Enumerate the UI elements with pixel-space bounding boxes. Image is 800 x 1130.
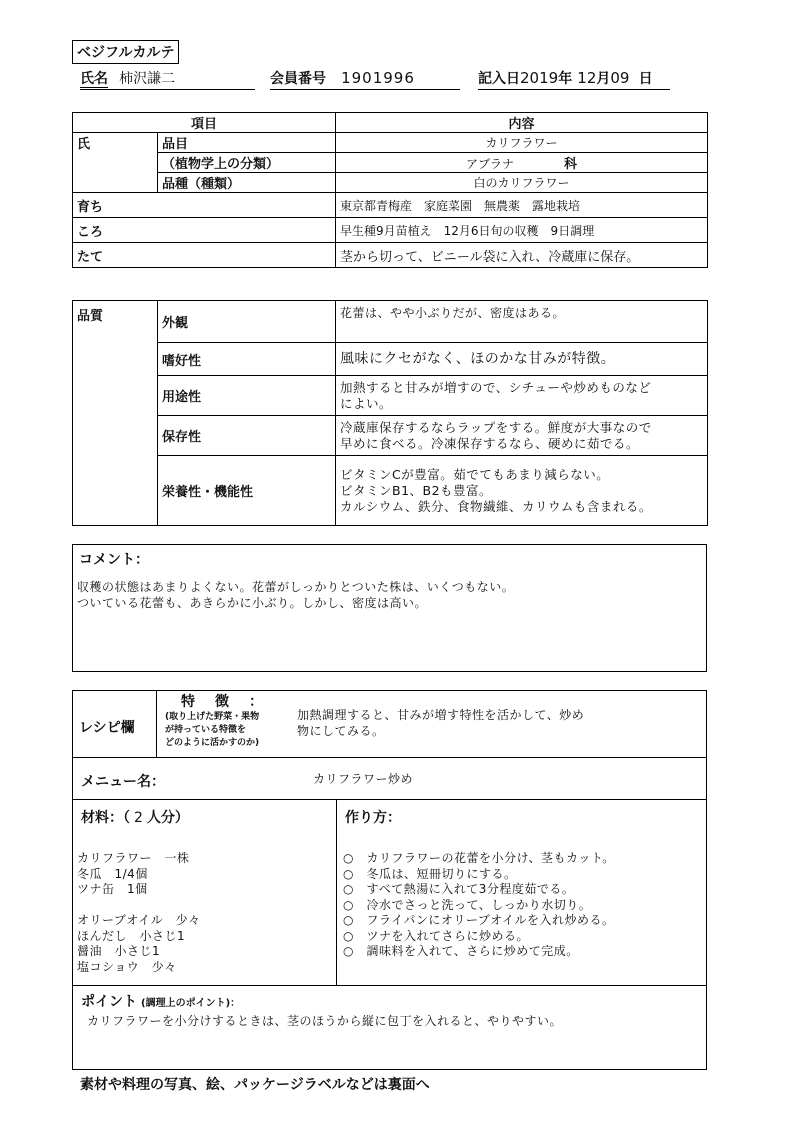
quality-row-value: 冷蔵庫保存するならラップをする。鮮度が大事なので 早めに食べる。冷凍保存するなら、硬めに茹でる。 bbox=[336, 416, 708, 456]
member-number-field bbox=[270, 68, 460, 90]
name-field bbox=[80, 68, 255, 90]
date-day-unit: 日 bbox=[638, 71, 653, 87]
info-table bbox=[72, 112, 708, 268]
date-field bbox=[478, 68, 670, 90]
feature-title: 特 徴 ： bbox=[181, 694, 266, 710]
method-step: ○ ツナを入れてさらに炒める。 bbox=[343, 928, 529, 943]
comment-text: 収穫の状態はあまりよくない。花蕾がしっかりとついた株は、いくつもない。 ついている花蕾も、あきらかに小ぶり。しかし、密度は高い。 bbox=[77, 580, 515, 610]
quality-table bbox=[72, 300, 708, 526]
recipe-box bbox=[72, 690, 707, 1070]
hinshu-value: 白のカリフラワー bbox=[336, 173, 708, 193]
bunrui-unit: 科 bbox=[564, 157, 578, 172]
form-title: ベジフルカルテ bbox=[72, 40, 179, 64]
date-year: 2019 bbox=[520, 69, 559, 87]
point-text: カリフラワーを小分けするときは、茎のほうから縦に包丁を入れると、やりやすい。 bbox=[87, 1014, 563, 1028]
bunrui-cell bbox=[336, 153, 708, 173]
bunrui-value: アブラナ bbox=[466, 157, 515, 171]
method-step: ○ 調味料を入れて、さらに炒めて完成。 bbox=[343, 944, 579, 958]
uji-label: 氏 bbox=[73, 133, 158, 193]
servings-value: 2 bbox=[134, 810, 143, 826]
quality-label: 品質 bbox=[73, 301, 158, 526]
point-label: ポイント (調理上のポイント)： bbox=[81, 994, 241, 1010]
menu-value: カリフラワー炒め bbox=[313, 772, 414, 786]
comment-label: コメント： bbox=[79, 552, 149, 568]
quality-row-label: 栄養性・機能性 bbox=[158, 456, 336, 526]
ingredients-list: カリフラワー 一株 冬瓜 1/4個 ツナ缶 1個 オリーブオイル 少々 ほんだし 小さじ1 醤油 小さじ1 塩コショウ 少々 bbox=[77, 851, 201, 974]
comment-box bbox=[72, 544, 707, 672]
member-number-value: 1901996 bbox=[341, 69, 415, 87]
col-content-header: 内容 bbox=[336, 113, 708, 133]
quality-row-label: 嗜好性 bbox=[158, 343, 336, 376]
quality-row-value: 花蕾は、やや小ぶりだが、密度はある。 bbox=[336, 301, 708, 343]
hinmoku-value: カリフラワー bbox=[336, 133, 708, 153]
ingredients-label: 材料：（ 2 人分） bbox=[81, 810, 189, 826]
method-step: ○ フライパンにオリーブオイルを入れ炒める。 bbox=[343, 913, 615, 927]
koro-label: ころ bbox=[73, 218, 336, 243]
recipe-label-cell bbox=[73, 691, 157, 757]
date-year-unit: 年 bbox=[558, 71, 573, 87]
menu-label: メニュー名： bbox=[81, 774, 165, 790]
quality-row-label: 外観 bbox=[158, 301, 336, 343]
date-day: 09 bbox=[610, 69, 630, 87]
quality-row-value: ビタミンCが豊富。茹でてもあまり減らない。 ビタミンB1、B2も豊富。 カルシウム、鉄分、食物繊維、カリウムも含まれる。 bbox=[336, 456, 708, 526]
feature-text: 加熱調理すると、甘みが増す特性を活かして、炒め 物にしてみる。 bbox=[297, 708, 585, 738]
method-steps bbox=[343, 851, 703, 960]
quality-row-value: 風味にクセがなく、ほのかな甘みが特徴。 bbox=[336, 343, 708, 376]
method-label: 作り方： bbox=[345, 810, 401, 826]
quality-row-label: 保存性 bbox=[158, 416, 336, 456]
method-step: ○ 冷水でさっと洗って、しっかり水切り。 bbox=[343, 897, 592, 912]
quality-row-label: 用途性 bbox=[158, 376, 336, 416]
hinshu-label: 品種（種類） bbox=[158, 173, 336, 193]
date-month: 12 bbox=[577, 69, 597, 87]
quality-row-value: 加熱すると甘みが増すので、シチューや炒めものなど によい。 bbox=[336, 376, 708, 416]
feature-subtitle: (取り上げた野菜・果物 が持っている特徴を どのように活かすのか) bbox=[165, 712, 260, 748]
tate-label: たて bbox=[73, 243, 336, 268]
method-step: ○ すべて熱湯に入れて3分程度茹でる。 bbox=[343, 882, 575, 896]
bunrui-label: （植物学上の分類） bbox=[158, 153, 336, 173]
sodachi-value: 東京都青梅産 家庭菜園 無農薬 露地栽培 bbox=[336, 193, 708, 218]
member-number-label: 会員番号 bbox=[270, 71, 326, 87]
method-step: ○ 冬瓜は、短冊切りにする。 bbox=[343, 866, 517, 881]
name-value: 柿沢謙二 bbox=[119, 71, 176, 87]
koro-value: 早生種9月苗植え 12月6日旬の収穫 9日調理 bbox=[336, 218, 708, 243]
method-step: ○ カリフラワーの花蕾を小分け、茎もカット。 bbox=[343, 851, 615, 865]
sodachi-label: 育ち bbox=[73, 193, 336, 218]
recipe-label: レシピ欄 bbox=[79, 720, 135, 736]
name-label: 氏名 bbox=[80, 71, 108, 87]
tate-value: 茎から切って、ビニール袋に入れ、冷蔵庫に保存。 bbox=[336, 243, 708, 268]
col-item-header: 項目 bbox=[73, 113, 336, 133]
date-label: 記入日 bbox=[478, 71, 520, 87]
date-month-unit: 月 bbox=[596, 71, 611, 87]
hinmoku-label: 品目 bbox=[158, 133, 336, 153]
footer-note: 素材や料理の写真、絵、パッケージラベルなどは裏面へ bbox=[80, 1077, 430, 1093]
